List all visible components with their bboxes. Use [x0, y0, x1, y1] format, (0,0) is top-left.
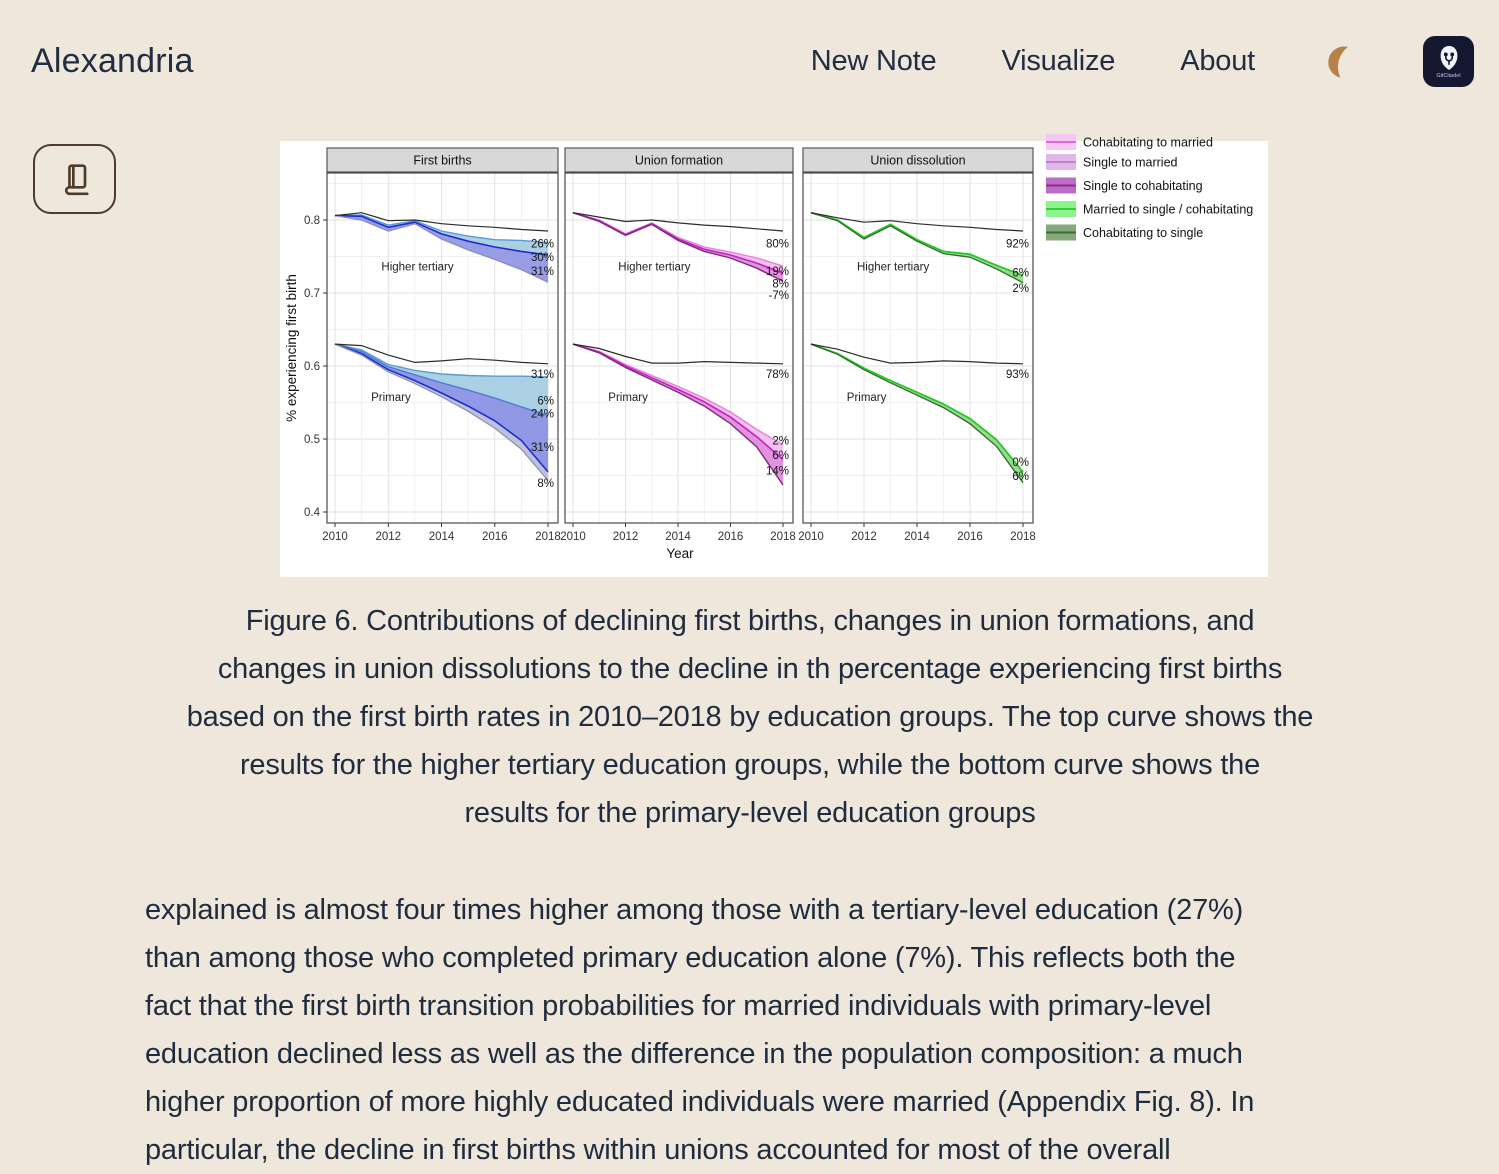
- svg-text:14%: 14%: [765, 465, 789, 478]
- svg-text:0.6: 0.6: [304, 361, 320, 373]
- svg-text:24%: 24%: [530, 408, 554, 421]
- svg-text:Year: Year: [666, 546, 694, 561]
- svg-text:2016: 2016: [717, 531, 744, 543]
- svg-text:0.8: 0.8: [304, 215, 320, 227]
- svg-text:31%: 31%: [530, 369, 554, 381]
- svg-text:-7%: -7%: [768, 290, 789, 303]
- svg-text:8%: 8%: [537, 477, 554, 490]
- shield-icon: [1437, 43, 1461, 73]
- figure-caption: Figure 6. Contributions of declining first births, changes in union formations, and changes in union dissolutions to the decline in th percentage experiencing first births based on the first birth rates in 2010–2018 by education groups. The top curve shows the results for the higher tertiary education groups, while the bottom curve shows the results for the primary-level education groups: [186, 605, 1314, 829]
- svg-text:% experiencing first birth: % experiencing first birth: [284, 274, 299, 422]
- svg-text:2014: 2014: [665, 531, 691, 543]
- svg-text:2018: 2018: [535, 531, 561, 543]
- svg-text:Union dissolution: Union dissolution: [870, 153, 966, 168]
- svg-text:8%: 8%: [772, 278, 789, 291]
- svg-text:2012: 2012: [612, 531, 639, 543]
- svg-text:2014: 2014: [904, 531, 930, 543]
- svg-text:0.4: 0.4: [304, 507, 320, 519]
- svg-text:Primary: Primary: [608, 392, 648, 404]
- brand-title[interactable]: Alexandria: [31, 42, 194, 80]
- gitcitadel-logo[interactable]: [1423, 36, 1474, 87]
- svg-text:Single to cohabitating: Single to cohabitating: [1083, 179, 1203, 193]
- svg-text:2%: 2%: [1012, 282, 1029, 295]
- svg-text:Married to single / cohabitati: Married to single / cohabitating: [1083, 202, 1254, 217]
- svg-text:30%: 30%: [530, 252, 554, 265]
- svg-text:80%: 80%: [765, 238, 789, 251]
- figure-chart: [280, 135, 1268, 577]
- svg-text:Higher tertiary: Higher tertiary: [856, 261, 930, 274]
- svg-text:2018: 2018: [770, 531, 796, 543]
- svg-text:2012: 2012: [375, 531, 402, 543]
- svg-text:6%: 6%: [1012, 267, 1029, 280]
- svg-text:0.7: 0.7: [304, 288, 320, 300]
- svg-text:6%: 6%: [537, 395, 554, 408]
- reader-mode-button[interactable]: [33, 144, 116, 214]
- svg-text:2014: 2014: [428, 531, 455, 543]
- svg-text:2010: 2010: [322, 531, 348, 543]
- top-nav: [811, 30, 1474, 92]
- svg-text:6%: 6%: [772, 450, 789, 463]
- svg-text:2012: 2012: [851, 531, 877, 543]
- svg-text:78%: 78%: [765, 369, 789, 381]
- svg-text:92%: 92%: [1005, 238, 1029, 251]
- nav-new-note[interactable]: New Note: [810, 44, 937, 77]
- svg-text:26%: 26%: [530, 238, 554, 251]
- moon-icon: [1316, 38, 1362, 84]
- svg-text:2010: 2010: [798, 531, 824, 543]
- book-icon: [55, 159, 95, 199]
- logo-text: GitCitadel: [1436, 72, 1461, 79]
- svg-text:Union formation: Union formation: [634, 153, 724, 168]
- figure-image: [280, 135, 1268, 577]
- svg-text:19%: 19%: [765, 266, 789, 279]
- svg-text:2016: 2016: [957, 531, 983, 543]
- svg-text:Higher tertiary: Higher tertiary: [381, 261, 454, 274]
- svg-text:Single to married: Single to married: [1083, 155, 1178, 170]
- svg-text:Higher tertiary: Higher tertiary: [618, 261, 691, 274]
- nav-about[interactable]: About: [1180, 44, 1255, 77]
- svg-text:Cohabitating to married: Cohabitating to married: [1083, 135, 1213, 150]
- svg-text:0.5: 0.5: [304, 434, 320, 446]
- svg-text:Primary: Primary: [371, 392, 411, 404]
- svg-text:6%: 6%: [1012, 471, 1029, 484]
- nav-visualize[interactable]: Visualize: [1001, 44, 1116, 77]
- svg-text:Cohabitating to single: Cohabitating to single: [1083, 226, 1204, 240]
- svg-text:2010: 2010: [560, 531, 586, 543]
- article-paragraph: explained is almost four times higher among those with a tertiary-level education (27%) than among those who completed primary education alone (7%). This reflects both the fact that the first birth transition probabilities for married individuals with primary-level education declined less as well as the difference in the population composition: a much higher proportion of more highly educated individuals were married (Appendix Fig. 8). In particular, the decline in first births within unions accounted for most of the overall: [145, 894, 1255, 1166]
- svg-text:2%: 2%: [772, 435, 789, 448]
- svg-text:31%: 31%: [530, 266, 554, 279]
- theme-toggle-button[interactable]: [1320, 42, 1358, 80]
- svg-text:First births: First births: [413, 153, 472, 168]
- svg-text:Primary: Primary: [846, 392, 887, 404]
- svg-text:93%: 93%: [1005, 369, 1029, 381]
- svg-text:31%: 31%: [530, 442, 554, 454]
- svg-text:0%: 0%: [1012, 457, 1029, 469]
- svg-text:2018: 2018: [1010, 531, 1036, 543]
- svg-text:2016: 2016: [482, 531, 508, 543]
